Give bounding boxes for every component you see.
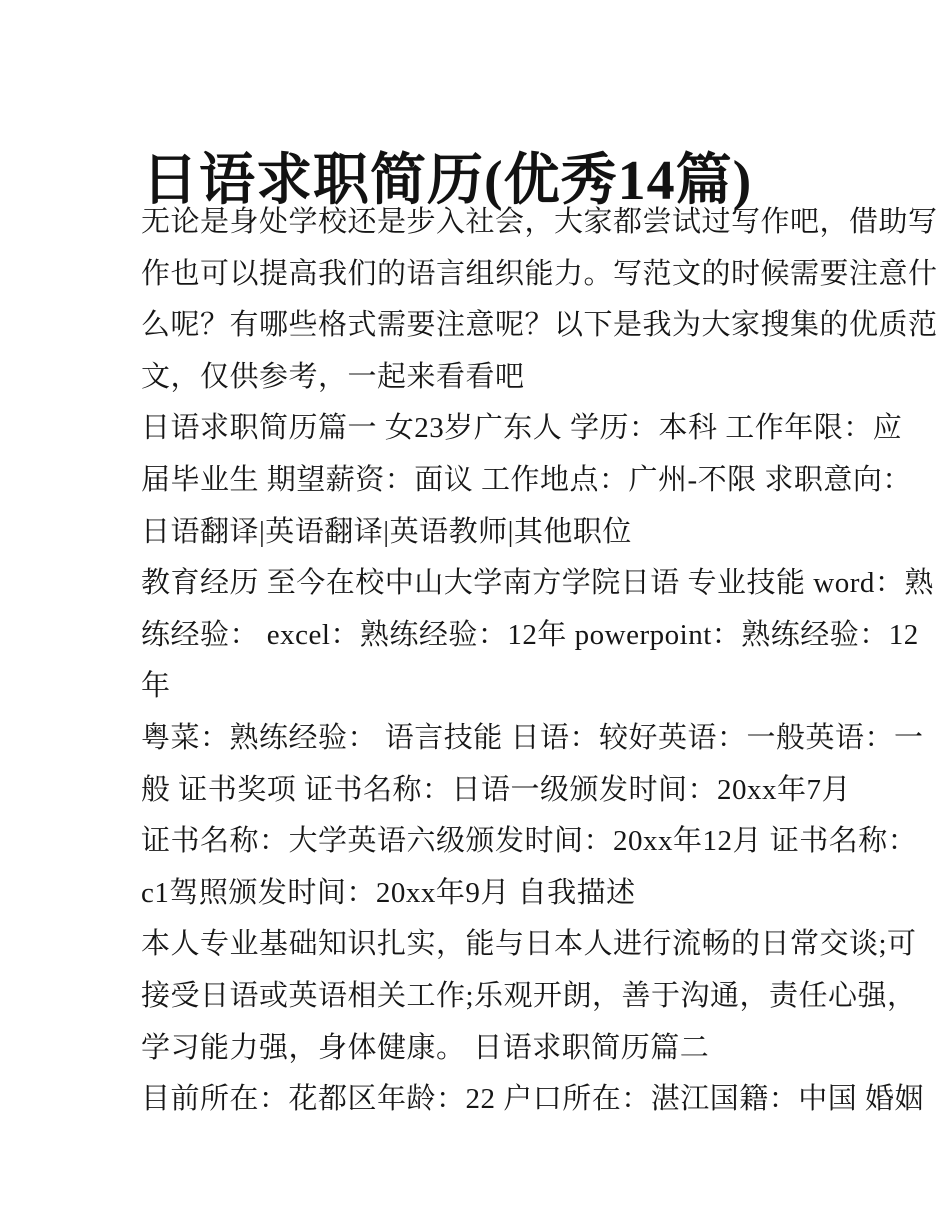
text-line: 本人专业基础知识扎实，能与日本人进行流畅的日常交谈;可 bbox=[141, 928, 917, 961]
text-line: 么呢？有哪些格式需要注意呢？以下是我为大家搜集的优质范 bbox=[141, 309, 938, 342]
text-line: 文，仅供参考，一起来看看吧 bbox=[141, 360, 525, 393]
text-line: 日语翻译|英语翻译|英语教师|其他职位 bbox=[141, 515, 632, 548]
text-line: 粤菜：熟练经验： 语言技能 日语：较好英语：一般英语：一 bbox=[141, 721, 924, 754]
text-line: 目前所在：花都区年龄：22 户口所在：湛江国籍：中国 婚姻 bbox=[141, 1083, 925, 1116]
text-line: 教育经历 至今在校中山大学南方学院日语 专业技能 word：熟 bbox=[141, 567, 934, 600]
text-line: 练经验： excel：熟练经验：12年 powerpoint：熟练经验：12 bbox=[141, 618, 919, 651]
text-line: 日语求职简历篇一 女23岁广东人 学历：本科 工作年限：应 bbox=[141, 412, 903, 445]
paragraph-self-description bbox=[141, 919, 917, 1074]
text-line: 作也可以提高我们的语言组织能力。写范文的时候需要注意什 bbox=[141, 257, 938, 290]
paragraph-intro bbox=[141, 197, 938, 403]
text-line: 无论是身处学校还是步入社会，大家都尝试过写作吧，借助写 bbox=[141, 206, 938, 238]
document-title: 日语求职简历(优秀14篇) bbox=[142, 149, 753, 212]
text-line: 学习能力强，身体健康。 日语求职简历篇二 bbox=[141, 1031, 710, 1064]
paragraph-resume2-basic-info bbox=[141, 1074, 925, 1126]
paragraph-education-skills bbox=[141, 558, 934, 713]
text-line: 届毕业生 期望薪资：面议 工作地点：广州-不限 求职意向： bbox=[141, 463, 912, 496]
text-line: c1驾照颁发时间：20xx年9月 自我描述 bbox=[141, 876, 636, 909]
text-line: 接受日语或英语相关工作;乐观开朗，善于沟通，责任心强， bbox=[141, 979, 917, 1012]
paragraph-certificates-more bbox=[141, 816, 918, 919]
text-line: 般 证书奖项 证书名称：日语一级颁发时间：20xx年7月 bbox=[141, 773, 852, 806]
paragraph-resume1-basic-info bbox=[141, 403, 912, 558]
text-line: 年 bbox=[141, 670, 171, 703]
document-body bbox=[141, 197, 938, 1126]
paragraph-language-certificates bbox=[141, 713, 924, 816]
text-line: 证书名称：大学英语六级颁发时间：20xx年12月 证书名称： bbox=[141, 825, 918, 858]
